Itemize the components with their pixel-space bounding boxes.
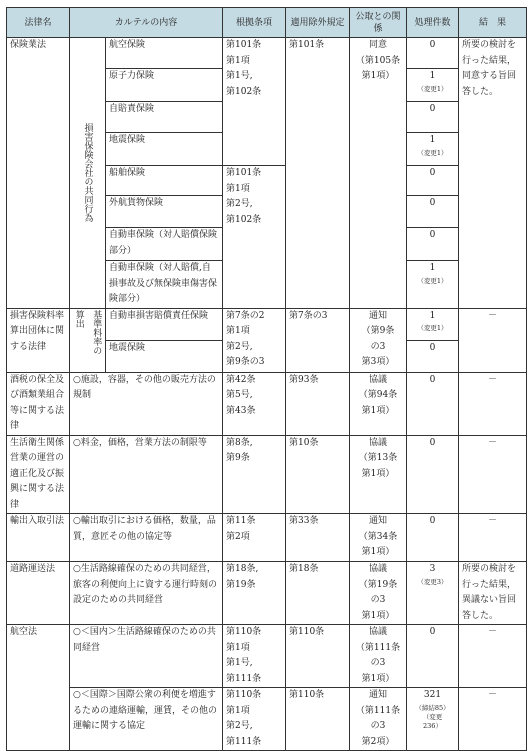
table-row: [7, 372, 527, 435]
count-cell: 0: [407, 166, 459, 196]
item-name: 外航貨物保険: [106, 196, 223, 228]
basis-clause: 第11条 第2項: [223, 514, 286, 562]
cartel-content: ○＜国際＞国際公衆の利便を増進するための連絡運輸，運賃，その他の運輸に関する協定: [70, 688, 223, 751]
header-row: [7, 8, 527, 38]
group-text: 基準料率の: [91, 309, 102, 355]
cartel-table: [6, 7, 527, 751]
item-name: 航空保険: [106, 38, 223, 69]
exemption-clause: 第110条: [286, 688, 350, 751]
ftc-relation: 協議 （第111条 の3 第1項）: [350, 625, 407, 688]
table-row: [7, 38, 527, 69]
group-text: 損害保険会社の共同行為: [82, 123, 93, 223]
count-cell: 0: [407, 340, 459, 372]
result-text: －: [459, 372, 527, 435]
cartel-content: ○＜国内＞生活路線確保のための共同経営: [70, 625, 223, 688]
exemption-clause: 第7条の3: [286, 308, 350, 372]
ftc-relation: 同意 （第105条 第1項）: [350, 38, 407, 309]
table-row: [7, 562, 527, 625]
result-text: 所要の検討を行った結果，異議ない旨回答した。: [459, 562, 527, 625]
basis-clause: 第101条 第1項 第1号, 第102条: [223, 38, 286, 166]
ftc-relation: 協議 （第13条 第1項）: [350, 435, 407, 514]
table-row: [7, 625, 527, 688]
basis-clause: 第8条, 第9条: [223, 435, 286, 514]
cartel-content: ○施設，容器，その他の販売方法の規制: [70, 372, 223, 435]
count-cell: 0: [407, 196, 459, 228]
count-cell: 1 （変更1）: [407, 261, 459, 309]
cartel-content: ○生活路線確保のための共同経営，旅客の利便向上に資する運行時刻の設定のための共同経営: [70, 562, 223, 625]
count-cell: 3 （変更3）: [407, 562, 459, 625]
count-cell: 0: [407, 514, 459, 562]
exemption-clause: 第93条: [286, 372, 350, 435]
item-name: 自動車保険（対人賠償,自損事故及び無保険車傷害保険部分）: [106, 261, 223, 309]
count-cell: 0: [407, 228, 459, 261]
basis-clause: 第110条 第1項 第2号, 第111条: [223, 688, 286, 751]
count-cell: 0: [407, 38, 459, 69]
header-result: 結 果: [459, 8, 527, 38]
count-cell: 1 （変更1）: [407, 133, 459, 166]
count-cell: 0: [407, 625, 459, 688]
group-label: [70, 38, 106, 309]
result-text: －: [459, 514, 527, 562]
law-name: 損害保険料率算出団体に関する法律: [7, 308, 70, 372]
result-text: －: [459, 688, 527, 751]
law-name: 保険業法: [7, 38, 70, 309]
result-text: －: [459, 625, 527, 688]
header-content: カルテルの内容: [70, 8, 223, 38]
exemption-clause: 第10条: [286, 435, 350, 514]
basis-clause: 第7条の2 第1項 第2号, 第9条の3: [223, 308, 286, 372]
exemption-clause: 第18条: [286, 562, 350, 625]
exemption-clause: 第101条: [286, 38, 350, 309]
item-name: 自賠責保険: [106, 102, 223, 133]
cartel-content: ○輸出取引における価格，数量，品質，意匠その他の協定等: [70, 514, 223, 562]
group-text: 算出: [73, 309, 84, 328]
ftc-relation: 通知 （第9条 の3 第3項）: [350, 308, 407, 372]
cartel-content: ○料金，価格，営業方法の制限等: [70, 435, 223, 514]
group-label: [70, 308, 106, 372]
basis-clause: 第101条 第1項 第2号, 第102条: [223, 166, 286, 309]
ftc-relation: 通知 （第111条 の3 第2項）: [350, 688, 407, 751]
header-exemption: 適用除外規定: [286, 8, 350, 38]
ftc-relation: 協議 （第94条 第1項）: [350, 372, 407, 435]
item-name: 地震保険: [106, 133, 223, 166]
law-name: 航空法: [7, 625, 70, 751]
item-name: 原子力保険: [106, 69, 223, 102]
count-cell: 1 （変更1）: [407, 308, 459, 340]
item-name: 船舶保険: [106, 166, 223, 196]
count-cell: 321 （締結85） （変更 236）: [407, 688, 459, 751]
basis-clause: 第110条 第1項 第1号, 第111条: [223, 625, 286, 688]
header-count: 処理件数: [407, 8, 459, 38]
count-cell: 1 （変更1）: [407, 69, 459, 102]
ftc-relation: 通知 （第34条 第1項）: [350, 514, 407, 562]
result-text: －: [459, 308, 527, 372]
header-law: 法律名: [7, 8, 70, 38]
ftc-relation: 協議 （第19条 の3 第1項）: [350, 562, 407, 625]
count-cell: 0: [407, 102, 459, 133]
result-text: －: [459, 435, 527, 514]
table-row: [7, 308, 527, 340]
table-row: [7, 514, 527, 562]
count-cell: 0: [407, 435, 459, 514]
basis-clause: 第18条, 第19条: [223, 562, 286, 625]
count-cell: 0: [407, 372, 459, 435]
law-name: 道路運送法: [7, 562, 70, 625]
basis-clause: 第42条 第5号, 第43条: [223, 372, 286, 435]
exemption-clause: 第110条: [286, 625, 350, 688]
exemption-clause: 第33条: [286, 514, 350, 562]
item-name: 自動車損害賠償責任保険: [106, 308, 223, 340]
law-name: 酒税の保全及び酒類業組合等に関する法律: [7, 372, 70, 435]
item-name: 自動車保険（対人賠償保険部分）: [106, 228, 223, 261]
header-ftc: 公取との関係: [350, 8, 407, 38]
law-name: 輸出入取引法: [7, 514, 70, 562]
header-basis: 根拠条項: [223, 8, 286, 38]
table-row: [7, 435, 527, 514]
item-name: 地震保険: [106, 340, 223, 372]
table-row: [7, 688, 527, 751]
law-name: 生活衛生関係営業の運営の適正化及び振興に関する法律: [7, 435, 70, 514]
result-text: 所要の検討を行った結果，同意する旨回答した。: [459, 38, 527, 309]
